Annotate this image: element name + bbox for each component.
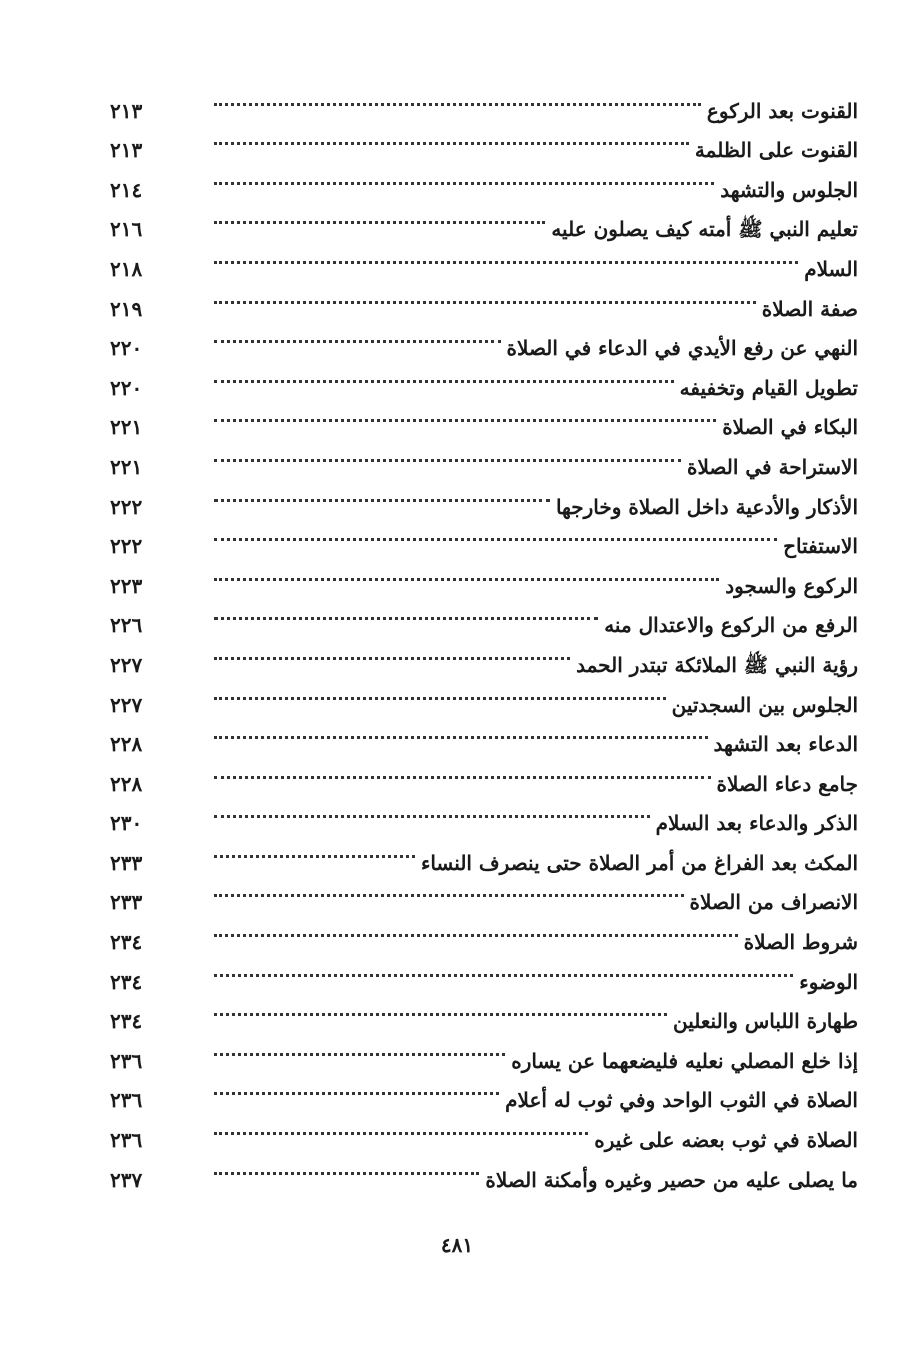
- toc-entry-title: القنوت على الظلمة: [694, 138, 858, 163]
- toc-entry: [110, 316, 858, 361]
- dot-leader: [158, 632, 570, 672]
- toc-entry-page: ٢٢٠: [110, 375, 143, 400]
- toc-entry-page: ٢٣٣: [110, 850, 143, 875]
- dot-leader: [158, 395, 716, 435]
- toc-entry-title: الصلاة في الثوب الواحد وفي ثوب له أعلام: [505, 1088, 858, 1113]
- dot-leader: [158, 1147, 479, 1187]
- toc-entry-page: ٢١٨: [110, 256, 143, 281]
- toc-entry-page: ٢٢١: [110, 415, 143, 440]
- dot-leader: [158, 118, 689, 158]
- toc-entry-title: الجلوس بين السجدتين: [671, 692, 858, 717]
- dot-leader: [158, 909, 738, 949]
- dot-leader: [158, 870, 684, 910]
- toc-entry-page: ٢٢٣: [110, 573, 143, 598]
- toc-entry-page: ٢٢٢: [110, 534, 143, 559]
- dot-leader: [158, 276, 756, 316]
- toc-entry-page: ٢١٣: [110, 98, 143, 123]
- toc-entry-page: ٢١٩: [110, 296, 143, 321]
- page-number: ٤٨١: [440, 1233, 474, 1257]
- toc-entry: [110, 989, 858, 1034]
- toc-entry-title: الذكر والدعاء بعد السلام: [655, 811, 858, 836]
- toc-entry: [110, 78, 858, 123]
- dot-leader: [158, 593, 598, 633]
- toc-entry-page: ٢٢٦: [110, 613, 143, 638]
- toc-entry-title: الجلوس والتشهد: [720, 177, 858, 202]
- dot-leader: [158, 434, 681, 474]
- toc-entry-page: ٢٣٤: [110, 930, 143, 955]
- dot-leader: [158, 712, 708, 752]
- dot-leader: [158, 514, 777, 554]
- toc-entry-title: المكث بعد الفراغ من أمر الصلاة حتى ينصرف النساء: [420, 850, 858, 875]
- toc-entry-title: النهي عن رفع الأيدي في الدعاء في الصلاة: [506, 336, 858, 361]
- toc-entry-page: ٢٣٤: [110, 1009, 143, 1034]
- toc-entry-page: ٢٣٦: [110, 1048, 143, 1073]
- toc-entry-page: ٢٢٨: [110, 732, 143, 757]
- dot-leader: [158, 989, 667, 1029]
- toc-entry-title: السلام: [804, 256, 858, 281]
- dot-leader: [158, 1068, 499, 1108]
- toc-entry-title: البكاء في الصلاة: [722, 415, 858, 440]
- dot-leader: [158, 157, 714, 197]
- toc-entry-page: ٢٣٦: [110, 1088, 143, 1113]
- toc-entry-page: ٢٢٠: [110, 336, 143, 361]
- toc-entry-title: صفة الصلاة: [761, 296, 858, 321]
- toc-entry-title: الانصراف من الصلاة: [689, 890, 858, 915]
- dot-leader: [158, 830, 415, 870]
- toc-entry-page: ٢٣٤: [110, 969, 143, 994]
- dot-leader: [158, 672, 666, 712]
- toc-entry-title: الوضوء: [799, 969, 858, 994]
- toc-entry-title: الأذكار والأدعية داخل الصلاة وخارجها: [555, 494, 858, 519]
- toc-entry-page: ٢٣٣: [110, 890, 143, 915]
- dot-leader: [158, 1028, 505, 1068]
- toc-entry-page: ٢٢١: [110, 454, 143, 479]
- toc-entry: [110, 514, 858, 559]
- toc-entry-page: ٢١٣: [110, 138, 143, 163]
- dot-leader: [158, 949, 793, 989]
- dot-leader: [158, 1107, 588, 1147]
- dot-leader: [158, 236, 798, 276]
- toc-entry-title: جامع دعاء الصلاة: [716, 771, 858, 796]
- toc-entry-page: ٢٣٧: [110, 1167, 143, 1192]
- toc-entry-title: الصلاة في ثوب بعضه على غيره: [594, 1128, 858, 1153]
- toc-entry-title: تعليم النبي ﷺ أمته كيف يصلون عليه: [551, 217, 858, 242]
- toc-entry-page: ٢١٤: [110, 177, 143, 202]
- toc-entry-title: تطويل القيام وتخفيفه: [679, 375, 858, 400]
- toc-entry-title: القنوت بعد الركوع: [706, 98, 858, 123]
- toc-entry-page: ٢٣٠: [110, 811, 143, 836]
- toc-entry: [110, 236, 858, 281]
- dot-leader: [158, 355, 674, 395]
- toc-entry-page: ٢٢٨: [110, 771, 143, 796]
- toc-entry-title: الركوع والسجود: [725, 573, 858, 598]
- toc-entry-title: الاستفتاح: [783, 534, 858, 559]
- toc-entry-page: ٢١٦: [110, 217, 143, 242]
- dot-leader: [158, 751, 711, 791]
- toc-entry: [110, 553, 858, 598]
- toc-entry-page: ٢٢٧: [110, 692, 143, 717]
- dot-leader: [158, 197, 545, 237]
- toc-entry-title: إذا خلع المصلي نعليه فليضعهما عن يساره: [511, 1048, 858, 1073]
- dot-leader: [158, 553, 719, 593]
- dot-leader: [158, 474, 550, 514]
- toc-entry-title: ما يصلى عليه من حصير وغيره وأمكنة الصلاة: [485, 1167, 858, 1192]
- toc-entry-page: ٢٢٧: [110, 652, 143, 677]
- toc-entry-title: رؤية النبي ﷺ الملائكة تبتدر الحمد: [576, 652, 858, 677]
- toc-entry: [110, 276, 858, 321]
- toc-entry-title: شروط الصلاة: [743, 930, 858, 955]
- toc-entry-title: الدعاء بعد التشهد: [713, 732, 858, 757]
- dot-leader: [158, 316, 501, 356]
- toc-entry-page: ٢٢٢: [110, 494, 143, 519]
- toc-entry-page: ٢٣٦: [110, 1128, 143, 1153]
- toc-entry-title: طهارة اللباس والنعلين: [673, 1009, 858, 1034]
- dot-leader: [158, 791, 650, 831]
- toc-entry-title: الاستراحة في الصلاة: [687, 454, 858, 479]
- toc-entry-title: الرفع من الركوع والاعتدال منه: [604, 613, 858, 638]
- dot-leader: [158, 78, 701, 118]
- table-of-contents: [110, 78, 858, 1192]
- toc-entry: [110, 949, 858, 994]
